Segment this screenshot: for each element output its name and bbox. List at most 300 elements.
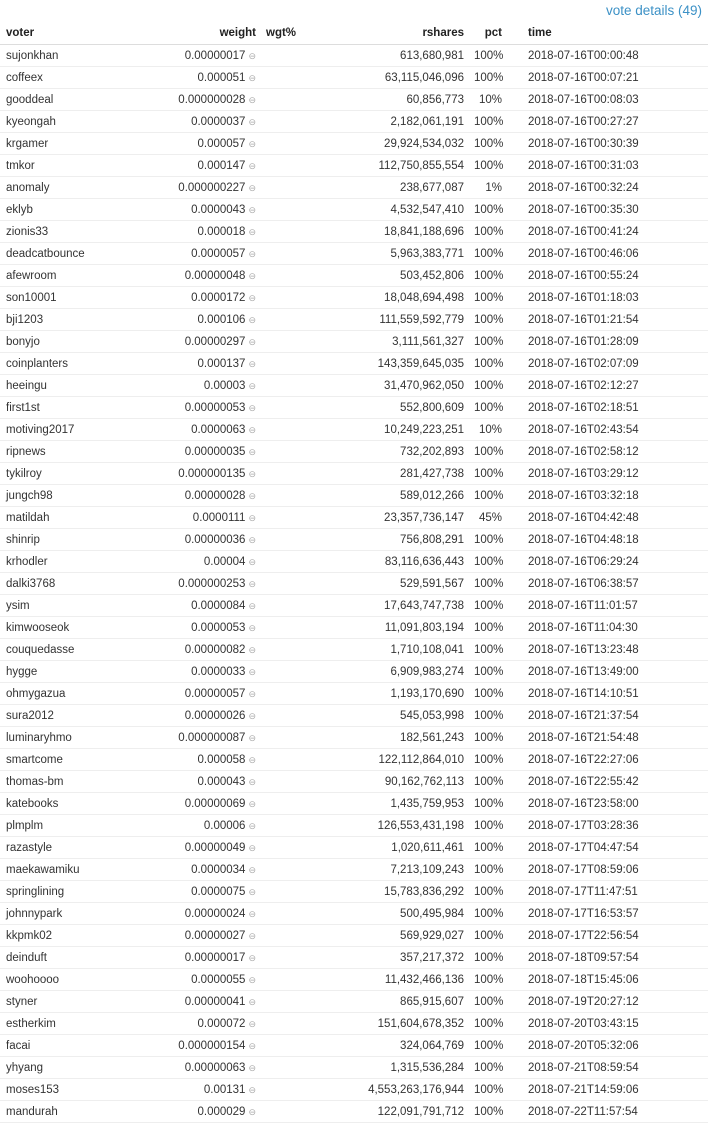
- wgt-percent-cell: [260, 529, 310, 551]
- weight-unit-icon: ⊖: [248, 160, 256, 171]
- pct-value: 100%: [468, 529, 518, 551]
- time-value: 2018-07-16T03:29:12: [518, 463, 708, 485]
- table-row: [0, 595, 708, 617]
- rshares-value: 11,432,466,136: [310, 969, 468, 991]
- wgt-percent-cell: [260, 837, 310, 859]
- voter-name[interactable]: kimwooseok: [0, 617, 160, 639]
- pct-value: 100%: [468, 683, 518, 705]
- weight-value: 0.0000084: [191, 599, 246, 612]
- rshares-value: 1,315,536,284: [310, 1057, 468, 1079]
- table-row: [0, 67, 708, 89]
- voter-name[interactable]: luminaryhmo: [0, 727, 160, 749]
- table-row: [0, 661, 708, 683]
- weight-unit-icon: ⊖: [248, 1040, 256, 1051]
- table-row: [0, 925, 708, 947]
- wgt-percent-cell: [260, 661, 310, 683]
- voter-name[interactable]: katebooks: [0, 793, 160, 815]
- time-value: 2018-07-16T04:42:48: [518, 507, 708, 529]
- rshares-value: 756,808,291: [310, 529, 468, 551]
- wgt-percent-cell: [260, 639, 310, 661]
- rshares-value: 732,202,893: [310, 441, 468, 463]
- weight-value: 0.00000026: [184, 709, 246, 722]
- table-row: [0, 881, 708, 903]
- wgt-percent-cell: [260, 1079, 310, 1101]
- time-value: 2018-07-19T20:27:12: [518, 991, 708, 1013]
- wgt-percent-cell: [260, 727, 310, 749]
- time-value: 2018-07-16T02:58:12: [518, 441, 708, 463]
- weight-value: 0.000000227: [178, 181, 246, 194]
- weight-unit-icon: ⊖: [248, 138, 256, 149]
- header-voter[interactable]: voter: [0, 22, 160, 45]
- weight-value: 0.000051: [197, 71, 246, 84]
- weight-cell: [160, 353, 260, 375]
- time-value: 2018-07-17T03:28:36: [518, 815, 708, 837]
- voter-name[interactable]: coffeex: [0, 67, 160, 89]
- wgt-percent-cell: [260, 705, 310, 727]
- wgt-percent-cell: [260, 133, 310, 155]
- voter-name[interactable]: son10001: [0, 287, 160, 309]
- weight-unit-icon: ⊖: [248, 314, 256, 325]
- pct-value: 100%: [468, 309, 518, 331]
- weight-cell: [160, 485, 260, 507]
- voter-name[interactable]: shinrip: [0, 529, 160, 551]
- table-row: [0, 815, 708, 837]
- weight-unit-icon: ⊖: [248, 204, 256, 215]
- weight-value: 0.0000033: [191, 665, 246, 678]
- voter-name[interactable]: motiving2017: [0, 419, 160, 441]
- weight-value: 0.000106: [197, 313, 246, 326]
- rshares-value: 1,020,611,461: [310, 837, 468, 859]
- weight-value: 0.00004: [203, 555, 246, 568]
- voter-name[interactable]: sujonkhan: [0, 45, 160, 67]
- rshares-value: 63,115,046,096: [310, 67, 468, 89]
- time-value: 2018-07-16T06:29:24: [518, 551, 708, 573]
- weight-cell: [160, 155, 260, 177]
- time-value: 2018-07-16T02:07:09: [518, 353, 708, 375]
- weight-unit-icon: ⊖: [248, 776, 256, 787]
- weight-value: 0.000058: [197, 753, 246, 766]
- voter-name[interactable]: matildah: [0, 507, 160, 529]
- voter-name[interactable]: kyeongah: [0, 111, 160, 133]
- table-row: [0, 199, 708, 221]
- table-row: [0, 837, 708, 859]
- wgt-percent-cell: [260, 419, 310, 441]
- rshares-value: 3,111,561,327: [310, 331, 468, 353]
- table-row: [0, 947, 708, 969]
- weight-unit-icon: ⊖: [248, 534, 256, 545]
- pct-value: 100%: [468, 727, 518, 749]
- table-row: [0, 89, 708, 111]
- weight-value: 0.00000041: [184, 995, 246, 1008]
- wgt-percent-cell: [260, 353, 310, 375]
- weight-unit-icon: ⊖: [248, 1084, 256, 1095]
- voter-name[interactable]: springlining: [0, 881, 160, 903]
- weight-cell: [160, 529, 260, 551]
- rshares-value: 569,929,027: [310, 925, 468, 947]
- voter-name[interactable]: sura2012: [0, 705, 160, 727]
- rshares-value: 552,800,609: [310, 397, 468, 419]
- rshares-value: 90,162,762,113: [310, 771, 468, 793]
- pct-value: 100%: [468, 595, 518, 617]
- table-row: [0, 617, 708, 639]
- wgt-percent-cell: [260, 45, 310, 67]
- weight-unit-icon: ⊖: [248, 72, 256, 83]
- voter-name[interactable]: afewroom: [0, 265, 160, 287]
- weight-unit-icon: ⊖: [248, 600, 256, 611]
- rshares-value: 143,359,645,035: [310, 353, 468, 375]
- pct-value: 100%: [468, 749, 518, 771]
- voter-name[interactable]: moses153: [0, 1079, 160, 1101]
- voter-name[interactable]: krhodler: [0, 551, 160, 573]
- header-wgt-percent[interactable]: wgt%: [260, 22, 310, 45]
- voter-name[interactable]: eklyb: [0, 199, 160, 221]
- weight-cell: [160, 419, 260, 441]
- table-row: [0, 265, 708, 287]
- voter-name[interactable]: anomaly: [0, 177, 160, 199]
- table-row: [0, 353, 708, 375]
- table-row: [0, 529, 708, 551]
- pct-value: 100%: [468, 331, 518, 353]
- voter-name[interactable]: tykilroy: [0, 463, 160, 485]
- rshares-value: 18,048,694,498: [310, 287, 468, 309]
- pct-value: 100%: [468, 485, 518, 507]
- time-value: 2018-07-16T02:18:51: [518, 397, 708, 419]
- pct-value: 100%: [468, 221, 518, 243]
- table-row: [0, 683, 708, 705]
- voter-name[interactable]: mandurah: [0, 1101, 160, 1123]
- voter-name[interactable]: maekawamiku: [0, 859, 160, 881]
- table-row: [0, 243, 708, 265]
- table-row: [0, 221, 708, 243]
- wgt-percent-cell: [260, 1101, 310, 1123]
- pct-value: 100%: [468, 67, 518, 89]
- table-row: [0, 287, 708, 309]
- wgt-percent-cell: [260, 331, 310, 353]
- time-value: 2018-07-17T08:59:06: [518, 859, 708, 881]
- table-row: [0, 331, 708, 353]
- rshares-value: 182,561,243: [310, 727, 468, 749]
- rshares-value: 238,677,087: [310, 177, 468, 199]
- weight-unit-icon: ⊖: [248, 1018, 256, 1029]
- rshares-value: 545,053,998: [310, 705, 468, 727]
- time-value: 2018-07-16T22:55:42: [518, 771, 708, 793]
- time-value: 2018-07-16T00:27:27: [518, 111, 708, 133]
- rshares-value: 529,591,567: [310, 573, 468, 595]
- pct-value: 100%: [468, 793, 518, 815]
- rshares-value: 122,091,791,712: [310, 1101, 468, 1123]
- weight-cell: [160, 573, 260, 595]
- wgt-percent-cell: [260, 551, 310, 573]
- table-row: [0, 749, 708, 771]
- rshares-value: 1,435,759,953: [310, 793, 468, 815]
- weight-cell: [160, 793, 260, 815]
- pct-value: 100%: [468, 243, 518, 265]
- rshares-value: 15,783,836,292: [310, 881, 468, 903]
- pct-value: 10%: [468, 89, 518, 111]
- time-value: 2018-07-18T15:45:06: [518, 969, 708, 991]
- weight-value: 0.0000034: [191, 863, 246, 876]
- pct-value: 100%: [468, 969, 518, 991]
- weight-cell: [160, 243, 260, 265]
- pct-value: 100%: [468, 661, 518, 683]
- pct-value: 100%: [468, 551, 518, 573]
- weight-value: 0.000018: [197, 225, 246, 238]
- table-row: [0, 375, 708, 397]
- weight-value: 0.00003: [203, 379, 246, 392]
- voter-name[interactable]: bji1203: [0, 309, 160, 331]
- time-value: 2018-07-16T02:43:54: [518, 419, 708, 441]
- voter-name[interactable]: smartcome: [0, 749, 160, 771]
- weight-cell: [160, 661, 260, 683]
- pct-value: 100%: [468, 441, 518, 463]
- time-value: 2018-07-21T14:59:06: [518, 1079, 708, 1101]
- weight-unit-icon: ⊖: [248, 688, 256, 699]
- table-row: [0, 1057, 708, 1079]
- weight-cell: [160, 705, 260, 727]
- voter-name[interactable]: johnnypark: [0, 903, 160, 925]
- weight-cell: [160, 67, 260, 89]
- weight-cell: [160, 771, 260, 793]
- wgt-percent-cell: [260, 177, 310, 199]
- rshares-value: 11,091,803,194: [310, 617, 468, 639]
- weight-value: 0.000000087: [178, 731, 246, 744]
- wgt-percent-cell: [260, 969, 310, 991]
- voter-name[interactable]: heeingu: [0, 375, 160, 397]
- voter-name[interactable]: ysim: [0, 595, 160, 617]
- weight-unit-icon: ⊖: [248, 116, 256, 127]
- pct-value: 100%: [468, 617, 518, 639]
- weight-value: 0.00000028: [184, 489, 246, 502]
- weight-cell: [160, 683, 260, 705]
- rshares-value: 589,012,266: [310, 485, 468, 507]
- time-value: 2018-07-16T21:37:54: [518, 705, 708, 727]
- rshares-value: 324,064,769: [310, 1035, 468, 1057]
- weight-cell: [160, 309, 260, 331]
- voter-name[interactable]: coinplanters: [0, 353, 160, 375]
- table-row: [0, 133, 708, 155]
- time-value: 2018-07-16T00:46:06: [518, 243, 708, 265]
- table-row: [0, 1101, 708, 1123]
- voter-name[interactable]: deinduft: [0, 947, 160, 969]
- weight-unit-icon: ⊖: [248, 952, 256, 963]
- weight-value: 0.000057: [197, 137, 246, 150]
- voter-name[interactable]: deadcatbounce: [0, 243, 160, 265]
- time-value: 2018-07-16T02:12:27: [518, 375, 708, 397]
- rshares-value: 613,680,981: [310, 45, 468, 67]
- table-row: [0, 793, 708, 815]
- wgt-percent-cell: [260, 771, 310, 793]
- rshares-value: 111,559,592,779: [310, 309, 468, 331]
- weight-value: 0.0000037: [191, 115, 246, 128]
- wgt-percent-cell: [260, 441, 310, 463]
- weight-unit-icon: ⊖: [248, 578, 256, 589]
- time-value: 2018-07-16T06:38:57: [518, 573, 708, 595]
- rshares-value: 6,909,983,274: [310, 661, 468, 683]
- pct-value: 100%: [468, 1079, 518, 1101]
- weight-cell: [160, 991, 260, 1013]
- wgt-percent-cell: [260, 111, 310, 133]
- voter-name[interactable]: bonyjo: [0, 331, 160, 353]
- weight-cell: [160, 1101, 260, 1123]
- wgt-percent-cell: [260, 991, 310, 1013]
- wgt-percent-cell: [260, 617, 310, 639]
- weight-value: 0.0000111: [192, 511, 246, 524]
- wgt-percent-cell: [260, 155, 310, 177]
- rshares-value: 865,915,607: [310, 991, 468, 1013]
- voter-name[interactable]: razastyle: [0, 837, 160, 859]
- pct-value: 45%: [468, 507, 518, 529]
- time-value: 2018-07-16T00:55:24: [518, 265, 708, 287]
- table-row: [0, 1013, 708, 1035]
- table-row: [0, 111, 708, 133]
- time-value: 2018-07-16T00:41:24: [518, 221, 708, 243]
- time-value: 2018-07-17T11:47:51: [518, 881, 708, 903]
- weight-cell: [160, 595, 260, 617]
- time-value: 2018-07-18T09:57:54: [518, 947, 708, 969]
- table-row: [0, 485, 708, 507]
- header-weight[interactable]: weight: [160, 22, 260, 45]
- weight-cell: [160, 397, 260, 419]
- table-row: [0, 573, 708, 595]
- table-row: [0, 1035, 708, 1057]
- table-row: [0, 397, 708, 419]
- pct-value: 100%: [468, 639, 518, 661]
- time-value: 2018-07-16T23:58:00: [518, 793, 708, 815]
- voter-name[interactable]: couquedasse: [0, 639, 160, 661]
- wgt-percent-cell: [260, 881, 310, 903]
- weight-value: 0.00000049: [184, 841, 246, 854]
- voter-name[interactable]: zionis33: [0, 221, 160, 243]
- voter-name[interactable]: first1st: [0, 397, 160, 419]
- weight-unit-icon: ⊖: [248, 886, 256, 897]
- voter-name[interactable]: tmkor: [0, 155, 160, 177]
- pct-value: 100%: [468, 573, 518, 595]
- wgt-percent-cell: [260, 463, 310, 485]
- rshares-value: 60,856,773: [310, 89, 468, 111]
- weight-cell: [160, 925, 260, 947]
- voter-name[interactable]: dalki3768: [0, 573, 160, 595]
- weight-cell: [160, 375, 260, 397]
- weight-cell: [160, 749, 260, 771]
- wgt-percent-cell: [260, 859, 310, 881]
- rshares-value: 1,710,108,041: [310, 639, 468, 661]
- table-row: [0, 1079, 708, 1101]
- weight-value: 0.000072: [197, 1017, 246, 1030]
- rshares-value: 281,427,738: [310, 463, 468, 485]
- voter-name[interactable]: ohmygazua: [0, 683, 160, 705]
- rshares-value: 112,750,855,554: [310, 155, 468, 177]
- voter-name[interactable]: woohoooo: [0, 969, 160, 991]
- voter-name[interactable]: estherkim: [0, 1013, 160, 1035]
- weight-unit-icon: ⊖: [248, 644, 256, 655]
- voter-name[interactable]: hygge: [0, 661, 160, 683]
- pct-value: 100%: [468, 287, 518, 309]
- wgt-percent-cell: [260, 67, 310, 89]
- weight-cell: [160, 815, 260, 837]
- wgt-percent-cell: [260, 1035, 310, 1057]
- voter-name[interactable]: facai: [0, 1035, 160, 1057]
- voter-name[interactable]: jungch98: [0, 485, 160, 507]
- weight-cell: [160, 859, 260, 881]
- time-value: 2018-07-16T13:49:00: [518, 661, 708, 683]
- wgt-percent-cell: [260, 903, 310, 925]
- table-row: [0, 155, 708, 177]
- voter-name[interactable]: kkpmk02: [0, 925, 160, 947]
- wgt-percent-cell: [260, 507, 310, 529]
- weight-value: 0.0000075: [191, 885, 246, 898]
- weight-value: 0.000029: [197, 1105, 246, 1118]
- weight-value: 0.00000017: [184, 49, 246, 62]
- rshares-value: 503,452,806: [310, 265, 468, 287]
- rshares-value: 31,470,962,050: [310, 375, 468, 397]
- rshares-value: 126,553,431,198: [310, 815, 468, 837]
- pct-value: 100%: [468, 837, 518, 859]
- weight-unit-icon: ⊖: [248, 94, 256, 105]
- weight-unit-icon: ⊖: [248, 1106, 256, 1117]
- weight-cell: [160, 221, 260, 243]
- rshares-value: 5,963,383,771: [310, 243, 468, 265]
- voter-name[interactable]: krgamer: [0, 133, 160, 155]
- weight-unit-icon: ⊖: [248, 270, 256, 281]
- weight-value: 0.00000048: [184, 269, 246, 282]
- time-value: 2018-07-16T00:07:21: [518, 67, 708, 89]
- time-value: 2018-07-16T01:28:09: [518, 331, 708, 353]
- wgt-percent-cell: [260, 1013, 310, 1035]
- weight-cell: [160, 199, 260, 221]
- pct-value: 100%: [468, 881, 518, 903]
- weight-value: 0.000043: [197, 775, 246, 788]
- voter-name[interactable]: gooddeal: [0, 89, 160, 111]
- header-pct[interactable]: pct: [468, 22, 518, 45]
- rshares-value: 18,841,188,696: [310, 221, 468, 243]
- table-row: [0, 177, 708, 199]
- rshares-value: 17,643,747,738: [310, 595, 468, 617]
- pct-value: 10%: [468, 419, 518, 441]
- voter-name[interactable]: thomas-bm: [0, 771, 160, 793]
- weight-cell: [160, 881, 260, 903]
- voter-name[interactable]: plmplm: [0, 815, 160, 837]
- table-row: [0, 859, 708, 881]
- voter-name[interactable]: ripnews: [0, 441, 160, 463]
- rshares-value: 4,532,547,410: [310, 199, 468, 221]
- time-value: 2018-07-16T14:10:51: [518, 683, 708, 705]
- weight-cell: [160, 265, 260, 287]
- time-value: 2018-07-16T22:27:06: [518, 749, 708, 771]
- weight-unit-icon: ⊖: [248, 666, 256, 677]
- time-value: 2018-07-20T03:43:15: [518, 1013, 708, 1035]
- pct-value: 100%: [468, 199, 518, 221]
- vote-details-link[interactable]: vote details (49): [605, 3, 702, 18]
- weight-value: 0.0000053: [191, 621, 246, 634]
- rshares-value: 500,495,984: [310, 903, 468, 925]
- weight-value: 0.00000069: [184, 797, 246, 810]
- weight-cell: [160, 463, 260, 485]
- pct-value: 100%: [468, 903, 518, 925]
- voter-name[interactable]: yhyang: [0, 1057, 160, 1079]
- time-value: 2018-07-16T11:04:30: [518, 617, 708, 639]
- wgt-percent-cell: [260, 947, 310, 969]
- pct-value: 100%: [468, 947, 518, 969]
- header-rshares[interactable]: rshares: [310, 22, 468, 45]
- top-bar: [0, 0, 708, 22]
- voter-name[interactable]: styner: [0, 991, 160, 1013]
- rshares-value: 7,213,109,243: [310, 859, 468, 881]
- pct-value: 100%: [468, 155, 518, 177]
- time-value: 2018-07-20T05:32:06: [518, 1035, 708, 1057]
- header-time[interactable]: time: [518, 22, 708, 45]
- pct-value: 100%: [468, 133, 518, 155]
- weight-cell: [160, 1079, 260, 1101]
